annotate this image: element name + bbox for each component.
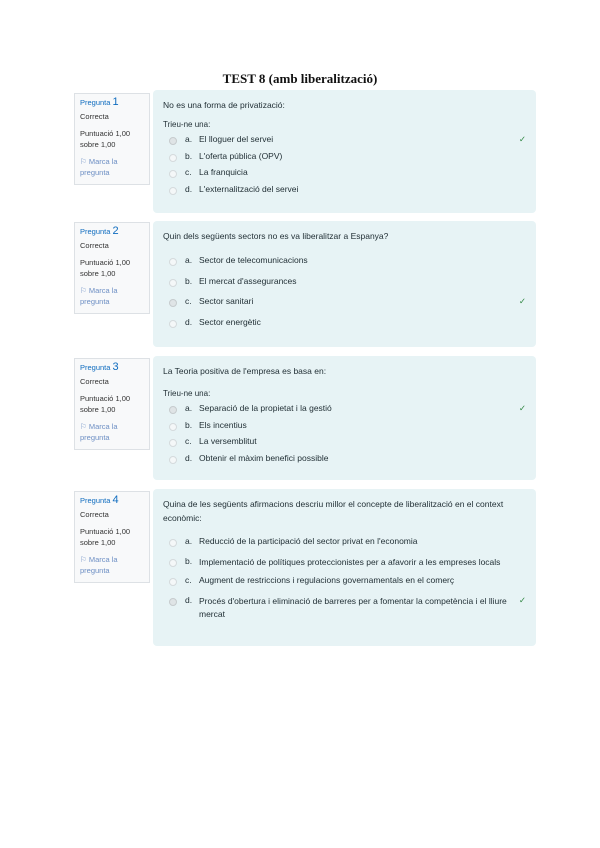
radio-button[interactable]: [169, 299, 177, 307]
question-number: 3: [112, 361, 119, 373]
question-info-3: [74, 358, 150, 450]
question-grade: Puntuació 1,00 sobre 1,00: [80, 129, 131, 149]
question-info-1: [74, 93, 150, 185]
flag-question-link[interactable]: ⚐ Marca la pregunta: [80, 555, 118, 575]
radio-button[interactable]: [169, 187, 177, 195]
question-label: Pregunta: [80, 496, 111, 505]
radio-button[interactable]: [169, 578, 177, 586]
checkmark-icon: ✓: [518, 134, 526, 144]
flag-question-link[interactable]: ⚐ Marca la pregunta: [80, 422, 118, 442]
radio-button[interactable]: [169, 137, 177, 145]
radio-button[interactable]: [169, 423, 177, 431]
flag-icon: ⚐: [80, 555, 87, 564]
question-label: Pregunta: [80, 98, 111, 107]
answer-option-c[interactable]: c. La franquicia: [163, 167, 526, 184]
question-text: Quin dels següents sectors no es va liberalitzar a Espanya?: [163, 231, 389, 241]
question-state: Correcta: [80, 510, 109, 519]
answer-prompt: Trieu-ne una:: [163, 389, 211, 398]
question-card-2: [153, 221, 536, 347]
question-text: No es una forma de privatizació:: [163, 100, 285, 110]
answer-option-a[interactable]: a. Reducció de la participació del sector privat en l'economia: [163, 536, 526, 553]
radio-button[interactable]: [169, 439, 177, 447]
checkmark-icon: ✓: [518, 403, 526, 413]
question-grade: Puntuació 1,00 sobre 1,00: [80, 258, 131, 278]
question-state: Correcta: [80, 112, 109, 121]
radio-button[interactable]: [169, 559, 177, 567]
question-text: La Teoria positiva de l'empresa es basa en:: [163, 366, 327, 376]
checkmark-icon: ✓: [518, 594, 526, 605]
flag-icon: ⚐: [80, 286, 87, 295]
question-text: Quina de les següents afirmacions descriu millor el concepte de liberalització en el context econòmic:: [163, 499, 504, 523]
answer-option-b[interactable]: b. L'oferta pública (OPV): [163, 151, 526, 168]
radio-button[interactable]: [169, 456, 177, 464]
checkmark-icon: ✓: [518, 296, 526, 306]
radio-button[interactable]: [169, 154, 177, 162]
question-grade: Puntuació 1,00 sobre 1,00: [80, 527, 131, 547]
question-grade: Puntuació 1,00 sobre 1,00: [80, 394, 131, 414]
question-label: Pregunta: [80, 363, 111, 372]
radio-button[interactable]: [169, 279, 177, 287]
question-state: Correcta: [80, 241, 109, 250]
question-info-4: [74, 491, 150, 583]
flag-icon: ⚐: [80, 422, 87, 431]
question-number: 1: [112, 96, 119, 108]
question-label: Pregunta: [80, 227, 111, 236]
answer-option-b[interactable]: b. Implementació de polítiques proteccionistes per a afavorir a les empreses locals: [163, 556, 526, 573]
radio-button[interactable]: [169, 320, 177, 328]
answer-option-c[interactable]: c. La versemblitut: [163, 436, 526, 453]
flag-icon: ⚐: [80, 157, 87, 166]
answer-prompt: Trieu-ne una:: [163, 120, 211, 129]
answer-option-c[interactable]: c. Augment de restriccions i regulacions governamentals en el comerç: [163, 575, 526, 592]
answer-option-d[interactable]: d. L'externalització del servei: [163, 184, 526, 201]
question-card-4: [153, 489, 536, 646]
answer-options: [163, 536, 526, 621]
radio-button[interactable]: [169, 539, 177, 547]
answer-option-d[interactable]: d. Obtenir el màxim benefici possible: [163, 453, 526, 470]
question-number: 2: [112, 225, 119, 237]
question-info-2: [74, 222, 150, 314]
radio-button[interactable]: [169, 258, 177, 266]
question-number: 4: [112, 494, 119, 506]
answer-options: [163, 255, 526, 337]
answer-option-a[interactable]: a. El lloguer del servei ✓: [163, 134, 526, 151]
answer-option-b[interactable]: b. El mercat d'assegurances: [163, 276, 526, 297]
radio-button[interactable]: [169, 598, 177, 606]
answer-option-a[interactable]: a. Sector de telecomunicacions: [163, 255, 526, 276]
radio-button[interactable]: [169, 406, 177, 414]
answer-option-b[interactable]: b. Els incentius: [163, 420, 526, 437]
question-card-3: [153, 356, 536, 480]
question-card-1: [153, 90, 536, 213]
answer-options: [163, 403, 526, 469]
flag-question-link[interactable]: ⚐ Marca la pregunta: [80, 286, 118, 306]
document-title: TEST 8 (amb liberalització): [222, 71, 378, 86]
answer-option-d[interactable]: d. Sector energètic: [163, 317, 526, 338]
question-state: Correcta: [80, 377, 109, 386]
answer-option-a[interactable]: a. Separació de la propietat i la gestió ✓: [163, 403, 526, 420]
radio-button[interactable]: [169, 170, 177, 178]
answer-option-d[interactable]: d. Procés d'obertura i eliminació de barreres per a fomentar la competència i el lliure mercat ✓: [163, 595, 526, 621]
answer-options: [163, 134, 526, 200]
answer-option-c[interactable]: c. Sector sanitari ✓: [163, 296, 526, 317]
flag-question-link[interactable]: ⚐ Marca la pregunta: [80, 157, 118, 177]
